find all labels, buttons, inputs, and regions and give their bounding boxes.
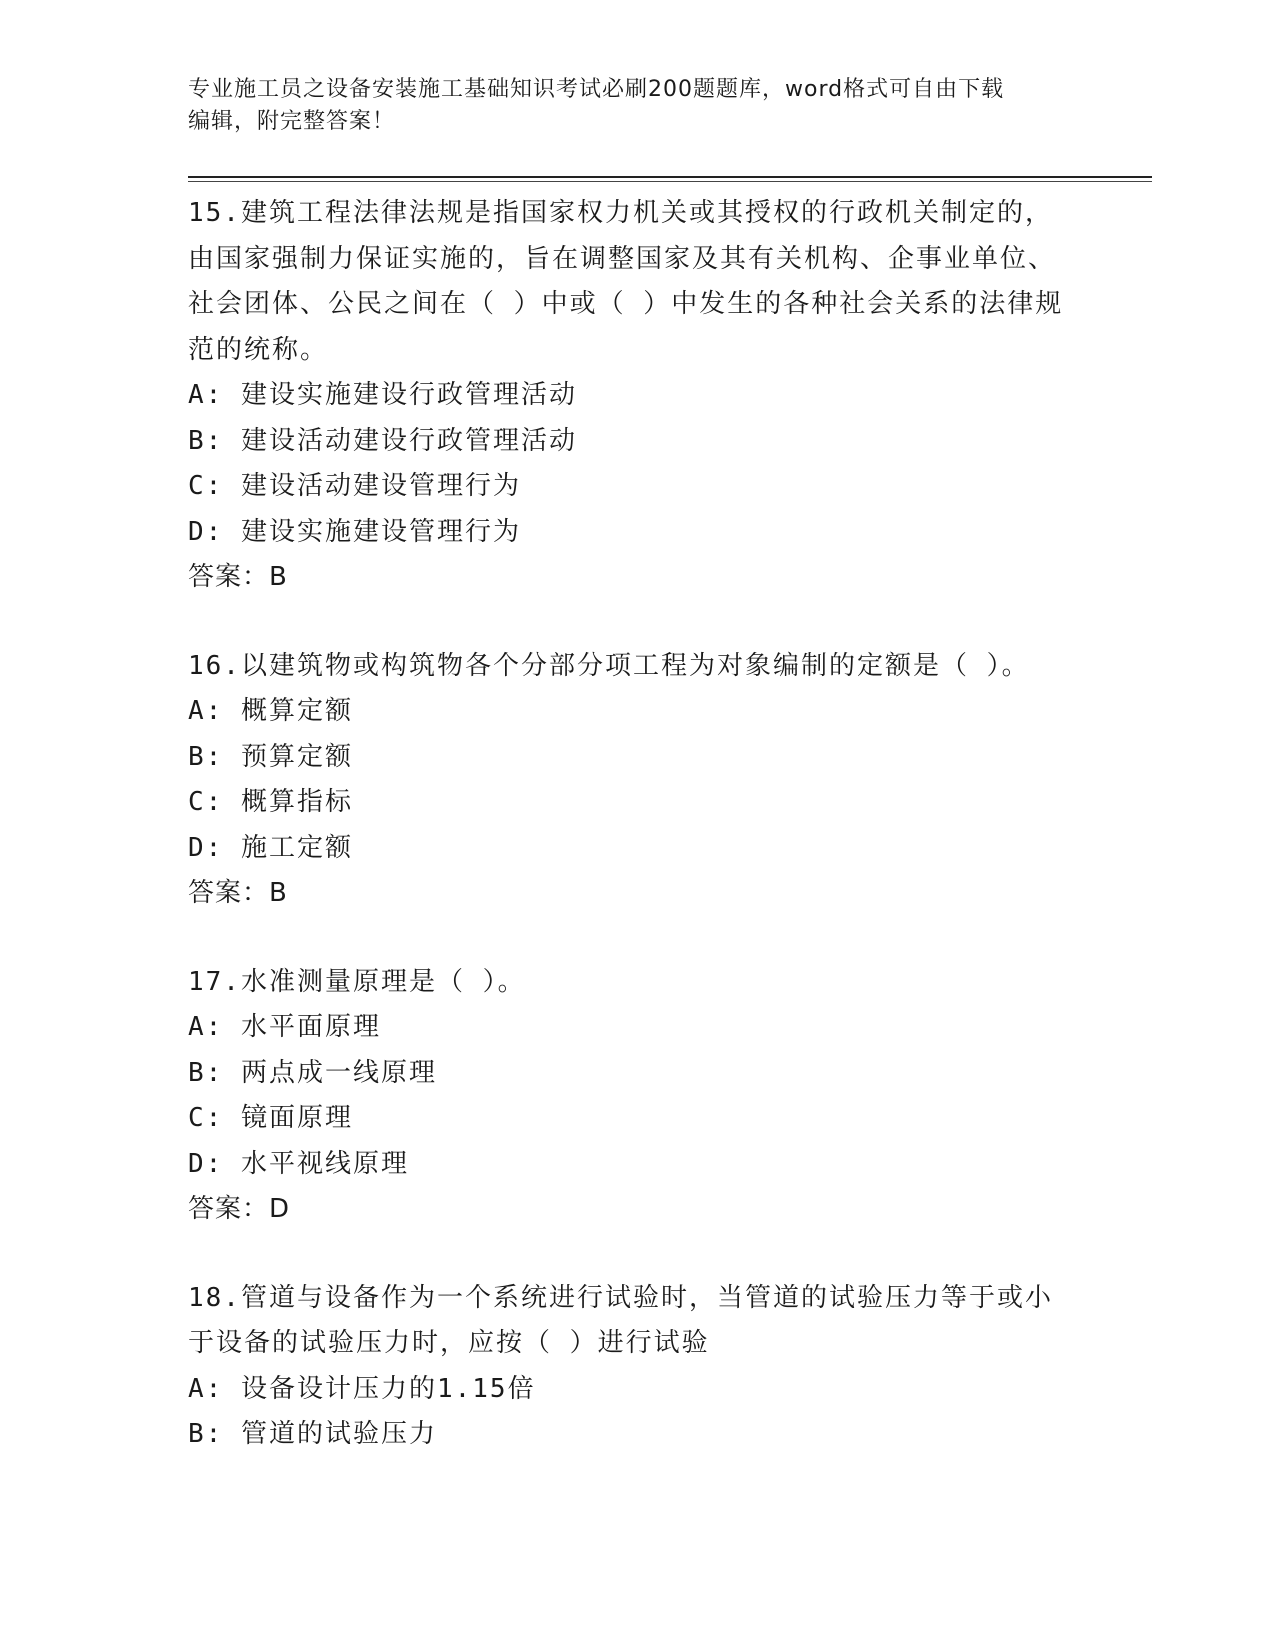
question-15 bbox=[188, 191, 1088, 601]
header-line-2: 编辑，附完整答案！ bbox=[188, 109, 396, 134]
option-c: C: 概算指标 bbox=[188, 787, 353, 817]
question-18 bbox=[188, 1276, 1088, 1458]
option-b: B: 预算定额 bbox=[188, 741, 353, 772]
question-stem: 17.水准测量原理是（ ）。 bbox=[188, 966, 526, 997]
header-divider-thin bbox=[188, 181, 1152, 182]
question-17 bbox=[188, 960, 1088, 1233]
option-b: B: 管道的试验压力 bbox=[188, 1419, 437, 1449]
header-line-1: 专业施工员之设备安装施工基础知识考试必刷200题题库，word格式可自由下载 bbox=[188, 77, 1005, 102]
question-list bbox=[188, 191, 1088, 1501]
answer: 答案：B bbox=[188, 878, 288, 908]
option-d: D: 建设实施建设管理行为 bbox=[188, 516, 521, 547]
option-c: C: 镜面原理 bbox=[188, 1103, 353, 1133]
question-stem: 18.管道与设备作为一个系统进行试验时，当管道的试验压力等于或小于设备的试验压力时，应按（ ）进行试验 bbox=[188, 1282, 1053, 1358]
answer: 答案：D bbox=[188, 1194, 291, 1224]
option-a: A: 水平面原理 bbox=[188, 1012, 381, 1042]
question-stem: 16.以建筑物或构筑物各个分部分项工程为对象编制的定额是（ ）。 bbox=[188, 650, 1030, 681]
question-16 bbox=[188, 644, 1088, 917]
option-b: B: 两点成一线原理 bbox=[188, 1057, 437, 1088]
header-divider-thick bbox=[188, 176, 1152, 178]
option-b: B: 建设活动建设行政管理活动 bbox=[188, 425, 577, 456]
document-header bbox=[188, 74, 1068, 138]
option-a: A: 建设实施建设行政管理活动 bbox=[188, 380, 577, 410]
option-c: C: 建设活动建设管理行为 bbox=[188, 471, 521, 501]
option-a: A: 概算定额 bbox=[188, 696, 353, 726]
question-stem: 15.建筑工程法律法规是指国家权力机关或其授权的行政机关制定的，由国家强制力保证实施的，旨在调整国家及其有关机构、企事业单位、社会团体、公民之间在（ ）中或（ ）中发生的各种社会关系的法律规范的统称。 bbox=[188, 198, 1064, 365]
option-d: D: 施工定额 bbox=[188, 832, 353, 863]
option-d: D: 水平视线原理 bbox=[188, 1148, 409, 1179]
answer: 答案：B bbox=[188, 562, 288, 592]
option-a: A: 设备设计压力的1.15倍 bbox=[188, 1373, 536, 1404]
